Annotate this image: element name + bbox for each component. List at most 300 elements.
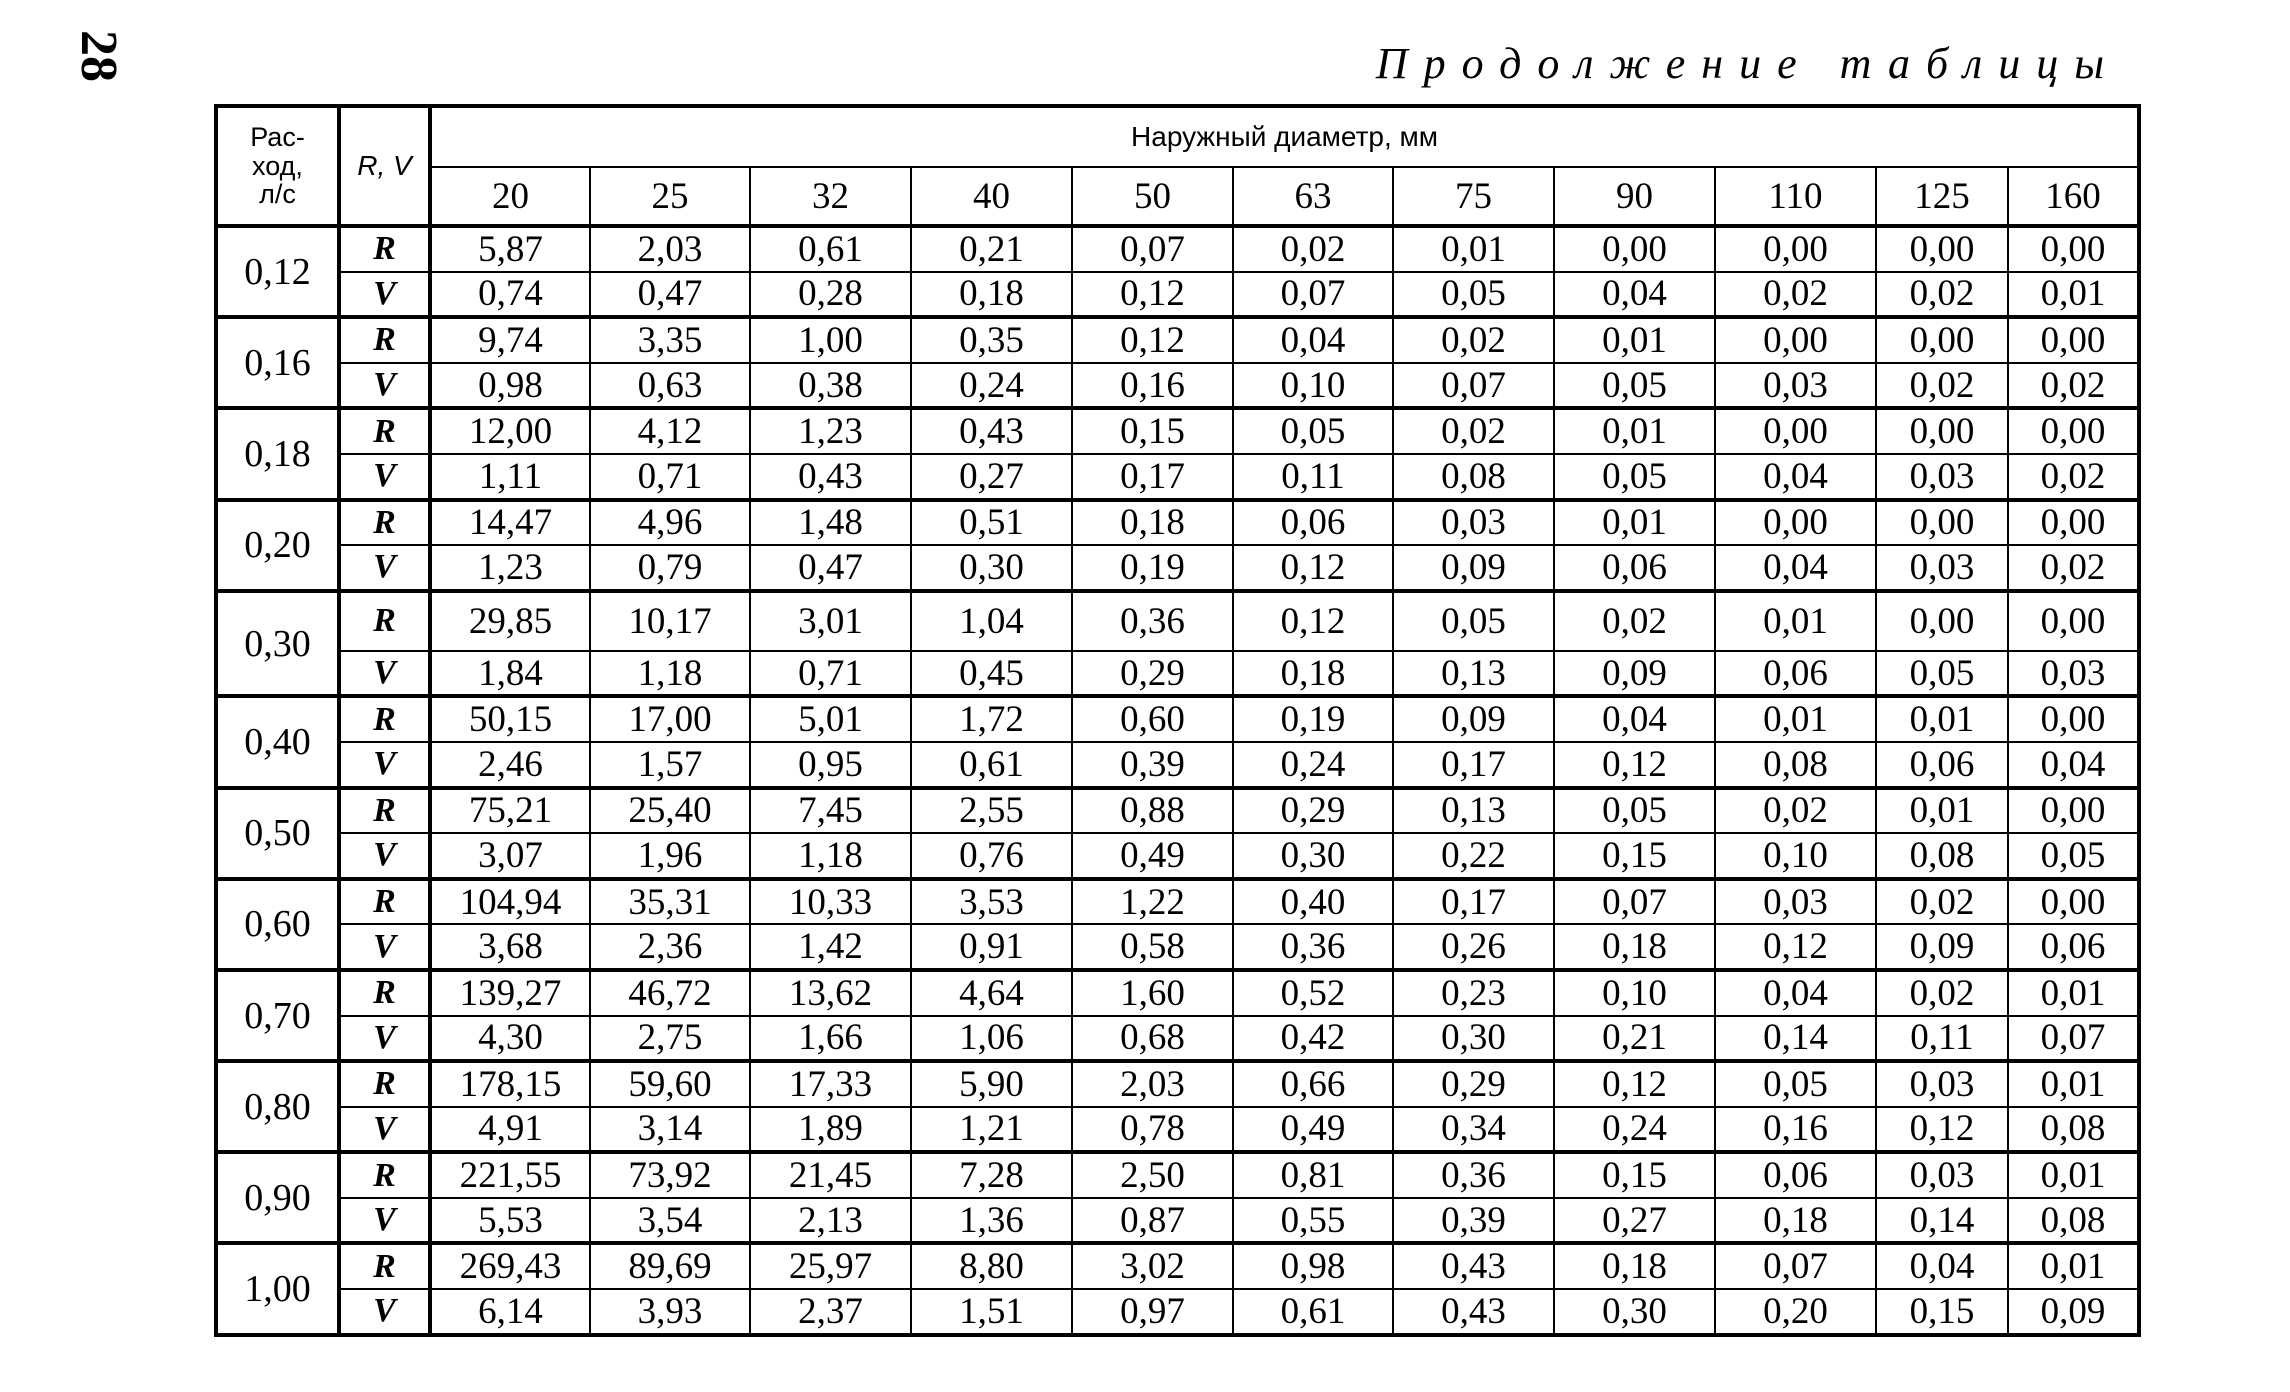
table-cell: 0,03 [1715, 363, 1876, 409]
table-cell: 0,09 [1554, 651, 1715, 697]
table-cell: 0,05 [2008, 833, 2139, 879]
diameter-column-header: 63 [1233, 167, 1393, 226]
table-row [216, 879, 2139, 925]
flow-value: 0,50 [216, 788, 339, 879]
table-row [216, 651, 2139, 697]
table-cell: 1,06 [911, 1016, 1072, 1062]
table-cell: 0,00 [2008, 317, 2139, 363]
table-cell: 0,03 [1876, 1061, 2008, 1107]
diameter-column-header: 125 [1876, 167, 2008, 226]
table-cell: 9,74 [430, 317, 590, 363]
table-cell: 0,29 [1233, 788, 1393, 834]
table-cell: 0,01 [2008, 970, 2139, 1016]
table-cell: 0,88 [1072, 788, 1233, 834]
table-cell: 59,60 [590, 1061, 750, 1107]
table-row [216, 1152, 2139, 1198]
table-cell: 0,18 [1715, 1198, 1876, 1244]
table-cell: 2,13 [750, 1198, 911, 1244]
parameter-label: V [339, 742, 430, 788]
continuation-heading: Продолжение таблицы [1375, 39, 2120, 88]
rv-header: R, V [339, 106, 430, 226]
table-cell: 0,05 [1393, 591, 1554, 651]
parameter-label: R [339, 1061, 430, 1107]
table-cell: 17,00 [590, 696, 750, 742]
table-cell: 0,12 [1715, 924, 1876, 970]
table-cell: 0,15 [1554, 1152, 1715, 1198]
table-cell: 0,00 [1715, 226, 1876, 272]
diameter-column-header: 25 [590, 167, 750, 226]
parameter-label: R [339, 788, 430, 834]
table-cell: 0,05 [1876, 651, 2008, 697]
table-row [216, 788, 2139, 834]
table-cell: 1,00 [750, 317, 911, 363]
table-cell: 0,74 [430, 272, 590, 318]
table-cell: 0,01 [2008, 1061, 2139, 1107]
page-number: 28 [70, 30, 127, 82]
table-cell: 4,91 [430, 1107, 590, 1153]
table-cell: 0,01 [1554, 408, 1715, 454]
table-cell: 0,17 [1072, 454, 1233, 500]
table-cell: 0,07 [1072, 226, 1233, 272]
table-cell: 3,14 [590, 1107, 750, 1153]
table-cell: 6,14 [430, 1289, 590, 1335]
parameter-label: R [339, 696, 430, 742]
table-cell: 0,27 [1554, 1198, 1715, 1244]
parameter-label: V [339, 651, 430, 697]
table-row [216, 1289, 2139, 1335]
table-cell: 3,93 [590, 1289, 750, 1335]
table-cell: 0,06 [1715, 651, 1876, 697]
table-cell: 1,18 [590, 651, 750, 697]
table-cell: 0,91 [911, 924, 1072, 970]
table-cell: 0,07 [2008, 1016, 2139, 1062]
table-cell: 0,10 [1233, 363, 1393, 409]
table-cell: 0,05 [1554, 363, 1715, 409]
table-cell: 50,15 [430, 696, 590, 742]
table-cell: 0,02 [1876, 879, 2008, 925]
flow-value: 0,70 [216, 970, 339, 1061]
table-cell: 89,69 [590, 1243, 750, 1289]
table-cell: 0,00 [2008, 788, 2139, 834]
flow-value: 1,00 [216, 1243, 339, 1334]
parameter-label: V [339, 924, 430, 970]
table-cell: 17,33 [750, 1061, 911, 1107]
table-cell: 5,01 [750, 696, 911, 742]
table-cell: 1,89 [750, 1107, 911, 1153]
table-cell: 1,36 [911, 1198, 1072, 1244]
parameter-label: V [339, 833, 430, 879]
table-row [216, 696, 2139, 742]
table-row [216, 545, 2139, 591]
table-cell: 0,07 [1393, 363, 1554, 409]
table-cell: 0,07 [1554, 879, 1715, 925]
diameter-column-header: 20 [430, 167, 590, 226]
table-cell: 2,55 [911, 788, 1072, 834]
table-body [216, 226, 2139, 1335]
table-cell: 0,01 [1393, 226, 1554, 272]
table-cell: 0,18 [911, 272, 1072, 318]
parameter-label: V [339, 1289, 430, 1335]
flow-value: 0,60 [216, 879, 339, 970]
table-cell: 1,72 [911, 696, 1072, 742]
table-cell: 0,05 [1715, 1061, 1876, 1107]
diameter-column-header: 32 [750, 167, 911, 226]
table-cell: 0,01 [1876, 696, 2008, 742]
table-cell: 2,46 [430, 742, 590, 788]
table-row [216, 1107, 2139, 1153]
table-cell: 0,13 [1393, 788, 1554, 834]
table-cell: 3,01 [750, 591, 911, 651]
table-cell: 178,15 [430, 1061, 590, 1107]
table-cell: 0,22 [1393, 833, 1554, 879]
table-row [216, 833, 2139, 879]
table-cell: 0,03 [1876, 454, 2008, 500]
table-cell: 3,35 [590, 317, 750, 363]
table-cell: 1,51 [911, 1289, 1072, 1335]
table-cell: 0,02 [1393, 317, 1554, 363]
table-cell: 0,47 [750, 545, 911, 591]
table-cell: 0,06 [2008, 924, 2139, 970]
table-cell: 0,81 [1233, 1152, 1393, 1198]
table-cell: 1,18 [750, 833, 911, 879]
diameter-header: Наружный диаметр, мм [430, 106, 2139, 167]
table-cell: 0,05 [1233, 408, 1393, 454]
table-cell: 221,55 [430, 1152, 590, 1198]
table-cell: 73,92 [590, 1152, 750, 1198]
table-cell: 0,01 [1715, 591, 1876, 651]
data-table [214, 104, 2141, 1337]
table-cell: 0,43 [1393, 1289, 1554, 1335]
diameter-column-header: 90 [1554, 167, 1715, 226]
table-cell: 0,12 [1876, 1107, 2008, 1153]
table-cell: 12,00 [430, 408, 590, 454]
diameter-row [216, 167, 2139, 226]
table-row [216, 970, 2139, 1016]
table-cell: 0,24 [911, 363, 1072, 409]
table-cell: 2,75 [590, 1016, 750, 1062]
table-cell: 3,54 [590, 1198, 750, 1244]
table-cell: 0,49 [1233, 1107, 1393, 1153]
table-cell: 10,33 [750, 879, 911, 925]
table-cell: 0,01 [1715, 696, 1876, 742]
table-cell: 0,00 [1715, 500, 1876, 546]
table-cell: 0,78 [1072, 1107, 1233, 1153]
table-cell: 0,87 [1072, 1198, 1233, 1244]
parameter-label: R [339, 879, 430, 925]
table-cell: 0,13 [1393, 651, 1554, 697]
flow-header-label: Рас- ход, л/с [250, 122, 305, 210]
table-cell: 0,52 [1233, 970, 1393, 1016]
table-cell: 0,00 [1876, 500, 2008, 546]
table-cell: 10,17 [590, 591, 750, 651]
table-cell: 0,17 [1393, 742, 1554, 788]
table-cell: 0,43 [750, 454, 911, 500]
table-cell: 0,38 [750, 363, 911, 409]
flow-value: 0,18 [216, 408, 339, 499]
table-cell: 0,04 [1554, 696, 1715, 742]
table-cell: 0,03 [1393, 500, 1554, 546]
parameter-label: V [339, 454, 430, 500]
table-cell: 0,19 [1072, 545, 1233, 591]
table-cell: 0,36 [1393, 1152, 1554, 1198]
table-cell: 0,58 [1072, 924, 1233, 970]
table-cell: 0,02 [1876, 272, 2008, 318]
table-row [216, 272, 2139, 318]
table-cell: 0,12 [1072, 317, 1233, 363]
table-cell: 0,24 [1554, 1107, 1715, 1153]
table-row [216, 363, 2139, 409]
table-cell: 2,36 [590, 924, 750, 970]
table-row [216, 924, 2139, 970]
table-cell: 0,76 [911, 833, 1072, 879]
table-cell: 0,01 [2008, 1243, 2139, 1289]
table-cell: 0,07 [1233, 272, 1393, 318]
table-cell: 2,50 [1072, 1152, 1233, 1198]
table-cell: 7,28 [911, 1152, 1072, 1198]
table-row [216, 408, 2139, 454]
table-cell: 0,02 [2008, 454, 2139, 500]
table-cell: 0,08 [1876, 833, 2008, 879]
table-cell: 0,02 [1876, 363, 2008, 409]
table-cell: 1,42 [750, 924, 911, 970]
table-cell: 0,30 [1393, 1016, 1554, 1062]
table-cell: 4,12 [590, 408, 750, 454]
table-cell: 1,11 [430, 454, 590, 500]
table-cell: 0,03 [2008, 651, 2139, 697]
parameter-label: V [339, 545, 430, 591]
table-row [216, 317, 2139, 363]
table-cell: 0,16 [1072, 363, 1233, 409]
table-cell: 0,12 [1233, 591, 1393, 651]
parameter-label: R [339, 500, 430, 546]
table-cell: 0,00 [2008, 696, 2139, 742]
table-cell: 0,04 [1715, 970, 1876, 1016]
table-cell: 0,06 [1554, 545, 1715, 591]
table-cell: 0,98 [1233, 1243, 1393, 1289]
table-cell: 0,17 [1393, 879, 1554, 925]
table-cell: 269,43 [430, 1243, 590, 1289]
table-cell: 8,80 [911, 1243, 1072, 1289]
table-cell: 0,00 [2008, 500, 2139, 546]
table-cell: 0,00 [2008, 879, 2139, 925]
table-cell: 0,09 [2008, 1289, 2139, 1335]
table-cell: 0,04 [1233, 317, 1393, 363]
flow-value: 0,90 [216, 1152, 339, 1243]
table-cell: 0,15 [1554, 833, 1715, 879]
table-cell: 0,45 [911, 651, 1072, 697]
table-cell: 0,27 [911, 454, 1072, 500]
table-cell: 1,84 [430, 651, 590, 697]
table-cell: 25,40 [590, 788, 750, 834]
table-cell: 0,55 [1233, 1198, 1393, 1244]
table-cell: 0,61 [911, 742, 1072, 788]
table-cell: 0,15 [1072, 408, 1233, 454]
table-cell: 1,48 [750, 500, 911, 546]
table-cell: 0,98 [430, 363, 590, 409]
table-cell: 0,05 [1393, 272, 1554, 318]
table-cell: 0,24 [1233, 742, 1393, 788]
table-cell: 3,53 [911, 879, 1072, 925]
table-cell: 4,96 [590, 500, 750, 546]
table-cell: 0,12 [1072, 272, 1233, 318]
diameter-column-header: 110 [1715, 167, 1876, 226]
table-cell: 0,28 [750, 272, 911, 318]
table-cell: 0,21 [911, 226, 1072, 272]
table-cell: 3,68 [430, 924, 590, 970]
table-cell: 4,30 [430, 1016, 590, 1062]
flow-value: 0,12 [216, 226, 339, 317]
table-cell: 0,12 [1554, 742, 1715, 788]
table-cell: 0,10 [1554, 970, 1715, 1016]
table-cell: 0,30 [1554, 1289, 1715, 1335]
table-cell: 0,00 [1876, 591, 2008, 651]
table-cell: 0,71 [590, 454, 750, 500]
table-cell: 13,62 [750, 970, 911, 1016]
table-cell: 0,01 [1554, 500, 1715, 546]
table-cell: 1,23 [750, 408, 911, 454]
diameter-column-header: 50 [1072, 167, 1233, 226]
table-cell: 0,66 [1233, 1061, 1393, 1107]
table-cell: 0,08 [1393, 454, 1554, 500]
diameter-column-header: 40 [911, 167, 1072, 226]
table-cell: 0,00 [1715, 317, 1876, 363]
table-cell: 0,14 [1715, 1016, 1876, 1062]
table-cell: 75,21 [430, 788, 590, 834]
table-cell: 0,08 [2008, 1198, 2139, 1244]
table-cell: 0,95 [750, 742, 911, 788]
table-row [216, 1061, 2139, 1107]
table-cell: 0,16 [1715, 1107, 1876, 1153]
table-cell: 0,01 [1876, 788, 2008, 834]
parameter-label: V [339, 272, 430, 318]
parameter-label: R [339, 408, 430, 454]
parameter-label: R [339, 970, 430, 1016]
table-cell: 2,03 [1072, 1061, 1233, 1107]
table-cell: 0,04 [1554, 272, 1715, 318]
table-cell: 0,02 [2008, 545, 2139, 591]
table-cell: 0,63 [590, 363, 750, 409]
table-cell: 0,18 [1554, 1243, 1715, 1289]
diameter-column-header: 75 [1393, 167, 1554, 226]
table-cell: 0,00 [1876, 226, 2008, 272]
table-cell: 0,02 [1393, 408, 1554, 454]
table-cell: 0,02 [1715, 788, 1876, 834]
table-cell: 1,96 [590, 833, 750, 879]
table-cell: 0,30 [911, 545, 1072, 591]
table-cell: 0,03 [1876, 1152, 2008, 1198]
table-cell: 4,64 [911, 970, 1072, 1016]
diameter-column-header: 160 [2008, 167, 2139, 226]
table-cell: 0,19 [1233, 696, 1393, 742]
table-cell: 14,47 [430, 500, 590, 546]
table-cell: 0,12 [1233, 545, 1393, 591]
table-row [216, 226, 2139, 272]
table-cell: 46,72 [590, 970, 750, 1016]
table-row [216, 1243, 2139, 1289]
table-cell: 5,53 [430, 1198, 590, 1244]
parameter-label: V [339, 1198, 430, 1244]
table-cell: 0,42 [1233, 1016, 1393, 1062]
table-cell: 0,00 [1715, 408, 1876, 454]
parameter-label: R [339, 591, 430, 651]
table-cell: 0,08 [1715, 742, 1876, 788]
table-cell: 0,49 [1072, 833, 1233, 879]
table-cell: 1,60 [1072, 970, 1233, 1016]
table-cell: 0,02 [2008, 363, 2139, 409]
table-cell: 1,66 [750, 1016, 911, 1062]
table-cell: 0,18 [1072, 500, 1233, 546]
table-cell: 139,27 [430, 970, 590, 1016]
table-cell: 0,12 [1554, 1061, 1715, 1107]
table-cell: 0,05 [1554, 788, 1715, 834]
table-cell: 0,04 [2008, 742, 2139, 788]
table-cell: 0,11 [1233, 454, 1393, 500]
table-cell: 5,90 [911, 1061, 1072, 1107]
table-cell: 0,00 [1554, 226, 1715, 272]
table-cell: 0,06 [1233, 500, 1393, 546]
parameter-label: V [339, 1016, 430, 1062]
table-cell: 0,39 [1072, 742, 1233, 788]
table-cell: 0,09 [1393, 696, 1554, 742]
table-cell: 0,00 [2008, 408, 2139, 454]
table-cell: 0,29 [1072, 651, 1233, 697]
parameter-label: R [339, 317, 430, 363]
table-cell: 0,15 [1876, 1289, 2008, 1335]
table-cell: 1,21 [911, 1107, 1072, 1153]
table-cell: 1,23 [430, 545, 590, 591]
table-cell: 0,21 [1554, 1016, 1715, 1062]
table-cell: 0,43 [1393, 1243, 1554, 1289]
table-cell: 7,45 [750, 788, 911, 834]
table-cell: 0,26 [1393, 924, 1554, 970]
table-cell: 0,60 [1072, 696, 1233, 742]
table-row [216, 1198, 2139, 1244]
flow-value: 0,16 [216, 317, 339, 408]
table-cell: 0,05 [1554, 454, 1715, 500]
table-cell: 0,51 [911, 500, 1072, 546]
parameter-label: V [339, 1107, 430, 1153]
flow-value: 0,30 [216, 591, 339, 697]
table-cell: 0,02 [1876, 970, 2008, 1016]
table-cell: 104,94 [430, 879, 590, 925]
table-row [216, 742, 2139, 788]
table-cell: 0,61 [750, 226, 911, 272]
table-cell: 0,40 [1233, 879, 1393, 925]
table-row [216, 500, 2139, 546]
table-cell: 0,18 [1233, 651, 1393, 697]
table-cell: 0,00 [1876, 317, 2008, 363]
table-row [216, 591, 2139, 651]
table-cell: 25,97 [750, 1243, 911, 1289]
table-cell: 0,02 [1715, 272, 1876, 318]
parameter-label: R [339, 226, 430, 272]
table-cell: 0,29 [1393, 1061, 1554, 1107]
table-cell: 0,09 [1876, 924, 2008, 970]
table-cell: 0,36 [1072, 591, 1233, 651]
table-cell: 0,68 [1072, 1016, 1233, 1062]
table-cell: 0,10 [1715, 833, 1876, 879]
table-row [216, 1016, 2139, 1062]
table-cell: 1,04 [911, 591, 1072, 651]
table-cell: 0,79 [590, 545, 750, 591]
table-cell: 0,09 [1393, 545, 1554, 591]
table-cell: 0,04 [1876, 1243, 2008, 1289]
parameter-label: R [339, 1243, 430, 1289]
table-cell: 0,97 [1072, 1289, 1233, 1335]
table-cell: 0,01 [1554, 317, 1715, 363]
table-cell: 2,03 [590, 226, 750, 272]
flow-value: 0,80 [216, 1061, 339, 1152]
